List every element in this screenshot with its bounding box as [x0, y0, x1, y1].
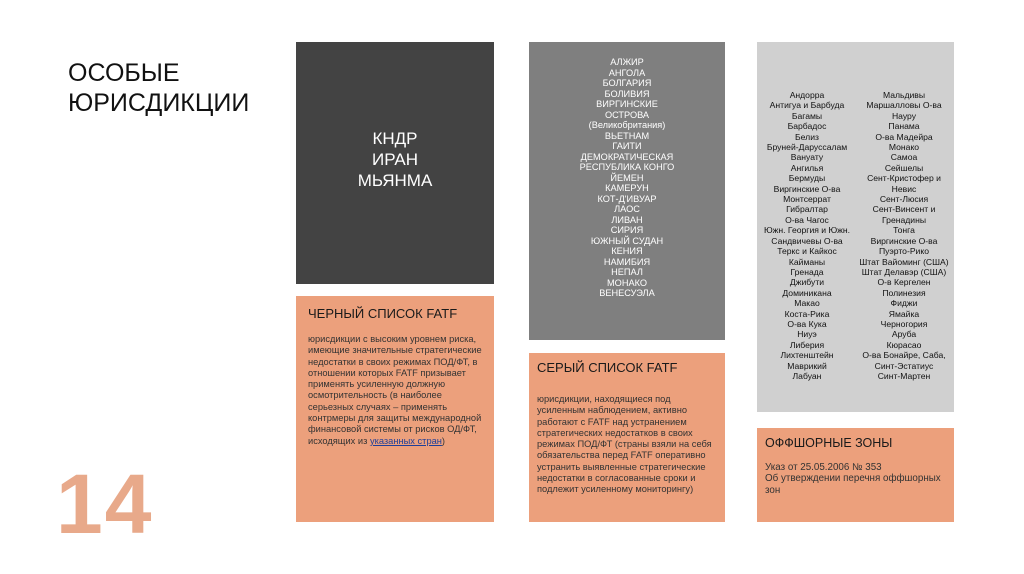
- country-item: О-ва Кука: [787, 318, 827, 329]
- country-item: Багамы: [791, 110, 823, 121]
- country-item: Лабуан: [792, 370, 822, 381]
- country-item: ЛАОС: [614, 204, 640, 214]
- country-item: ЮЖНЫЙ СУДАН: [590, 235, 664, 246]
- country-item: БОЛИВИЯ: [604, 88, 650, 99]
- page-title: [68, 58, 249, 118]
- country-item: Бермуды: [788, 173, 826, 184]
- country-item: Панама: [888, 121, 920, 132]
- country-item: ЙЕМЕН: [610, 172, 644, 183]
- country-item: (Великобритания): [588, 120, 666, 130]
- country-item: Белиз: [795, 131, 819, 142]
- country-item: Гибралтар: [786, 204, 828, 215]
- country-item: НАМИБИЯ: [603, 256, 651, 267]
- country-item: Гренадины: [882, 214, 926, 225]
- grey-list-heading: СЕРЫЙ СПИСОК FATF: [537, 360, 678, 375]
- country-item: ИРАН: [371, 150, 419, 169]
- country-item: Тонга: [893, 225, 915, 236]
- country-item: Каймaны: [788, 256, 826, 267]
- black-list-text: юрисдикции с высоким уровнем риска, имеющие значительные стратегические недостатки в своих режимах ПОД/ФТ, в отношении которых FATF призывает применять усиленную должную осмотрительность (в наиболее серьезных случаях – применять контрмеры для защиты международной финансовой системы от рисков ОД/ФТ, исходящих из: [308, 334, 482, 446]
- country-item: Сент-Люсия: [879, 194, 929, 205]
- country-item: Штат Вайоминг (США): [859, 256, 949, 267]
- country-item: Маврикий: [787, 360, 827, 371]
- black-list-countries: [296, 128, 494, 191]
- country-item: Коста-Рика: [784, 308, 830, 319]
- country-item: Вануату: [790, 152, 824, 163]
- grey-list-description: юрисдикции, находящиеся под усиленным наблюдением, активно работают с FATF над устранением стратегических недостатков в своих режимах ПОД/ФТ (страны взяли на себя обязательства перед FATF оперативно устранить выявленные стратегические недостатки в согласованные сроки и подлежит усиленному мониторингу): [537, 394, 712, 495]
- country-item: Виргинские О-ва: [870, 235, 938, 246]
- grey-list-card: [529, 353, 725, 522]
- country-item: МЬЯНМА: [357, 171, 433, 190]
- country-item: Самоа: [890, 152, 918, 163]
- country-item: Пуэрто-Рико: [878, 246, 929, 257]
- country-item: Сейшелы: [884, 162, 924, 173]
- country-item: Черногория: [880, 318, 928, 329]
- black-list-closing: ): [441, 435, 446, 446]
- country-item: Южн. Георгия и Южн.: [763, 225, 851, 236]
- country-item: Мальдивы: [882, 90, 926, 100]
- country-item: Фиджи: [890, 298, 918, 309]
- offshore-column-2: [857, 90, 951, 381]
- country-item: РЕСПУБЛИКА КОНГО: [579, 162, 675, 172]
- country-item: Полинезия: [882, 287, 926, 298]
- country-item: Кюрасао: [886, 339, 922, 350]
- country-item: ЛИВАН: [611, 214, 643, 225]
- country-item: Джибути: [789, 277, 825, 288]
- country-item: АНГОЛА: [608, 67, 646, 78]
- offshore-card: [757, 428, 954, 522]
- country-item: ГАИТИ: [612, 141, 642, 151]
- country-item: Либерия: [789, 339, 825, 350]
- country-item: СИРИЯ: [610, 225, 644, 235]
- country-item: КНДР: [372, 129, 418, 148]
- country-item: Синт-Мартен: [877, 370, 931, 381]
- country-item: Ниуэ: [797, 329, 817, 340]
- country-item: О-ва Мадейра: [875, 131, 933, 142]
- offshore-heading: ОФФШОРНЫЕ ЗОНЫ: [765, 436, 893, 450]
- country-item: О-ва Бонайре, Саба,: [862, 350, 946, 361]
- country-item: Барбадос: [787, 121, 827, 132]
- offshore-decree-number: Указ от 25.05.2006 № 353: [765, 462, 882, 473]
- country-item: Макао: [794, 298, 820, 309]
- offshore-decree: [765, 462, 950, 496]
- black-list-heading: ЧЕРНЫЙ СПИСОК FATF: [308, 306, 458, 321]
- country-item: ОСТРОВА: [604, 109, 650, 120]
- country-item: КОТ-Д'ИВУАР: [597, 193, 657, 204]
- country-item: Сент-Винсент и: [872, 204, 936, 215]
- country-item: НЕПАЛ: [611, 267, 643, 277]
- country-item: ВЬЕТНАМ: [604, 130, 650, 141]
- country-item: Ангилья: [790, 162, 824, 173]
- country-item: Сент-Кристофер и: [867, 173, 941, 184]
- country-item: БОЛГАРИЯ: [602, 78, 652, 88]
- country-item: Сандвичевы О-ва: [771, 235, 843, 246]
- country-item: ВЕНЕСУЭЛА: [599, 288, 655, 298]
- country-item: Бруней-Даруссалам: [766, 142, 848, 153]
- country-item: Виргинские О-ва: [773, 183, 841, 194]
- country-item: Гренада: [790, 266, 824, 277]
- country-item: Теркс и Кайкос: [777, 246, 837, 257]
- country-item: КЕНИЯ: [611, 246, 643, 256]
- country-item: Маршалловы О-ва: [866, 100, 942, 111]
- black-list-countries-box: [296, 42, 494, 284]
- country-item: Невис: [891, 183, 917, 194]
- country-item: Антигуа и Барбуда: [769, 100, 845, 111]
- country-item: О-ва Чагос: [785, 214, 829, 225]
- country-item: Синт-Эстатиус: [874, 360, 934, 371]
- title-line-1: ОСОБЫЕ: [68, 59, 180, 87]
- country-item: Штат Делавэр (США): [861, 266, 947, 277]
- countries-link[interactable]: указанных стран: [369, 435, 442, 446]
- grey-list-countries: [529, 57, 725, 299]
- country-item: Аруба: [891, 329, 917, 340]
- country-item: Монако: [888, 142, 920, 153]
- grey-list-countries-box: [529, 42, 725, 340]
- country-item: О-в Кергелен: [877, 277, 931, 288]
- slide-number: 14: [56, 457, 154, 551]
- country-item: ДЕМОКРАТИЧЕСКАЯ: [580, 151, 674, 162]
- title-line-2: ЮРИСДИКЦИИ: [68, 89, 250, 117]
- country-item: Лихтенштейн: [780, 350, 834, 361]
- country-item: КАМЕРУН: [605, 183, 649, 193]
- offshore-decree-description: Об утверждении перечня оффшорных зон: [765, 473, 941, 496]
- country-item: Науру: [891, 110, 917, 121]
- black-list-description: [308, 334, 488, 447]
- country-item: Андорра: [789, 90, 825, 100]
- country-item: ВИРГИНСКИЕ: [596, 99, 658, 109]
- country-item: Монтсеррат: [783, 194, 831, 205]
- country-item: Доминикана: [782, 287, 832, 298]
- black-list-card: [296, 296, 494, 522]
- country-item: АЛЖИР: [610, 57, 644, 67]
- country-item: Ямайка: [888, 308, 920, 319]
- country-item: МОНАКО: [607, 277, 647, 288]
- offshore-column-1: [761, 90, 853, 381]
- offshore-countries-box: [757, 42, 954, 412]
